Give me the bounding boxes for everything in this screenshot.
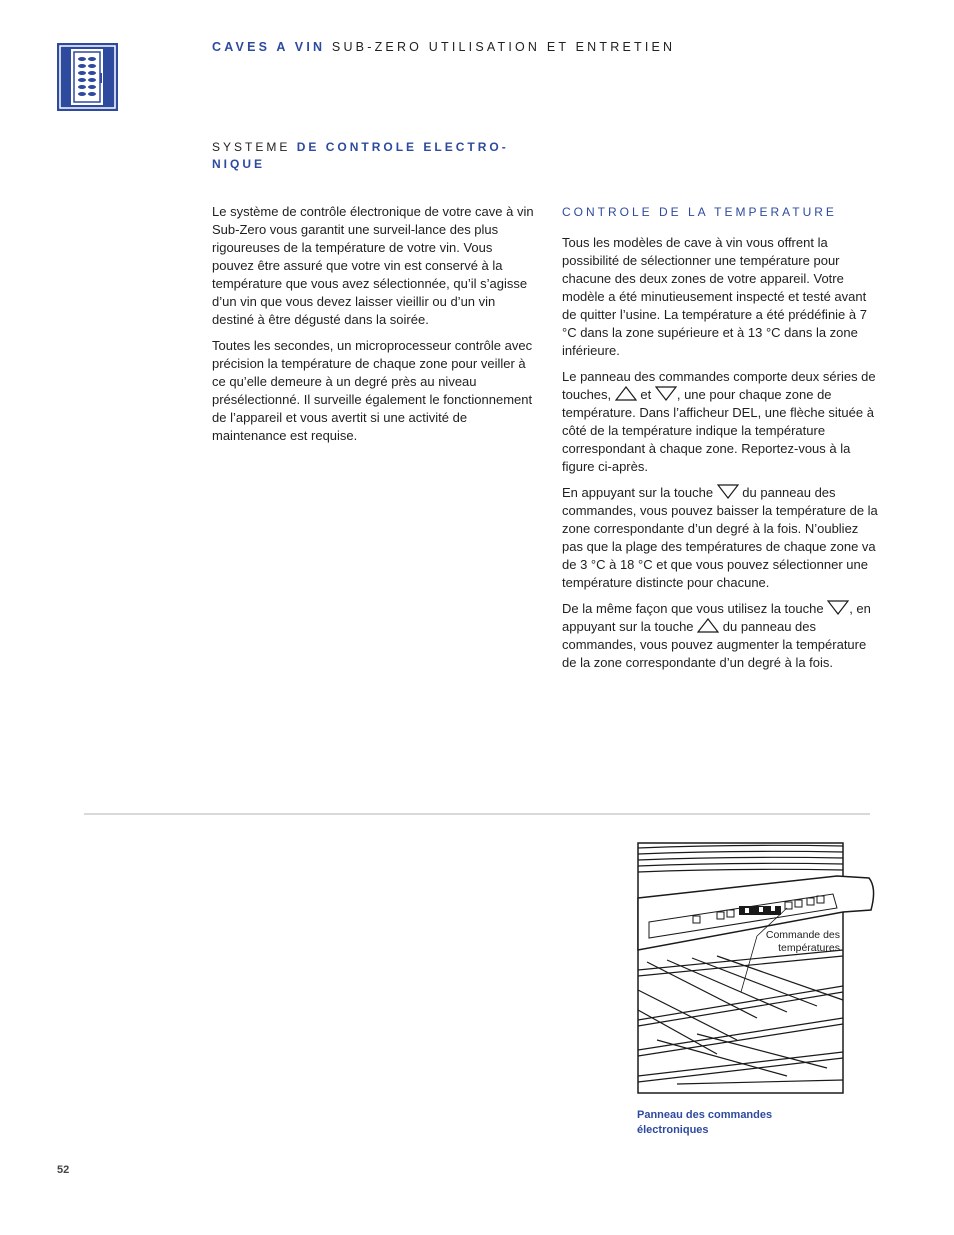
header-subtitle: SUB-ZERO UTILISATION ET ENTRETIEN: [331, 40, 676, 54]
section-divider: [84, 813, 870, 815]
right-paragraph-1: Tous les modèles de cave à vin vous offrent la possibilité de sélectionner une température pour chacune des deux zones de votre appareil. Votre modèle a été minutieusement inspecté et testé avant de quitter l’usine. La température a été prédéfinie à 7 °C dans la zone supérieure et à 13 °C dans la zone inférieure.: [562, 235, 867, 358]
control-panel-illustration: [637, 840, 877, 1094]
left-paragraph-1: Le système de contrôle électronique de votre cave à vin Sub-Zero vous garantit une surveil-lance des plus rigoureuses de la température de votre vin. Vous pouvez être assuré que votre vin est conservé à la température que vous avez sélectionnée, qu’il s’agisse d’un vin que vous devez laisser vieillir ou d’un vin destiné à être dégusté dans la soirée.: [212, 204, 534, 327]
figure-caption: Panneau des commandes électroniques: [637, 1109, 773, 1136]
left-paragraph-2: Toutes les secondes, un microprocesseur contrôle avec précision la température de chaque zone pour veiller à ce qu’elle demeure à un degré près au niveau présélectionné. Il surveille également le fonctionnement de l’appareil et vous avertit si une activité de maintenance est requise.: [212, 338, 533, 443]
p4-text-c: du panneau des commandes, vous pouvez augmenter la température de la zone correspondante d’un degré à la fois.: [562, 619, 867, 670]
left-column: [212, 203, 534, 453]
temperature-control-label: Commande des températures: [765, 929, 840, 954]
page-header: [212, 40, 675, 54]
right-column: [562, 203, 882, 680]
triangle-down-icon: [717, 484, 739, 499]
p2-text-c: , une pour chaque zone de température. Dans l’afficheur DEL, une flèche située à côté de la température indique la température correspondant à chaque zone. Reportez-vous à la figure ci-après.: [562, 387, 874, 474]
triangle-up-icon: [615, 386, 637, 401]
section-title-accent: DE CONTROLE ELECTRO-NIQUE: [212, 140, 509, 171]
right-paragraph-3: [562, 484, 882, 592]
temperature-control-title: CONTROLE DE LA TEMPERATURE: [562, 205, 837, 219]
p3-text-b: du panneau des commandes, vous pouvez baisser la température de la zone correspondante d’un degré à la fois. N’oubliez pas que la plage des températures de chaque zone va de 3 °C à 18 °C et que vous pouvez sélectionner une température distincte pour chacune.: [562, 485, 878, 590]
wine-cabinet-logo-icon: [57, 43, 118, 111]
p3-text-a: En appuyant sur la touche: [562, 485, 717, 500]
section-title-plain: SYSTEME: [212, 140, 297, 154]
right-paragraph-2: [562, 368, 882, 476]
triangle-down-icon: [655, 386, 677, 401]
header-brand: CAVES A VIN: [212, 40, 326, 54]
p2-text-b: et: [636, 387, 655, 402]
triangle-up-icon: [697, 618, 719, 633]
section-title: [212, 139, 522, 173]
right-paragraph-4: [562, 600, 882, 672]
p4-text-a: De la même façon que vous utilisez la touche: [562, 601, 828, 616]
p4-text-b: , en appuyant sur la touche: [562, 601, 871, 634]
triangle-down-icon: [827, 600, 849, 615]
page-number: 52: [57, 1164, 70, 1176]
p2-text-a: Le panneau des commandes comporte deux séries de touches,: [562, 369, 876, 402]
